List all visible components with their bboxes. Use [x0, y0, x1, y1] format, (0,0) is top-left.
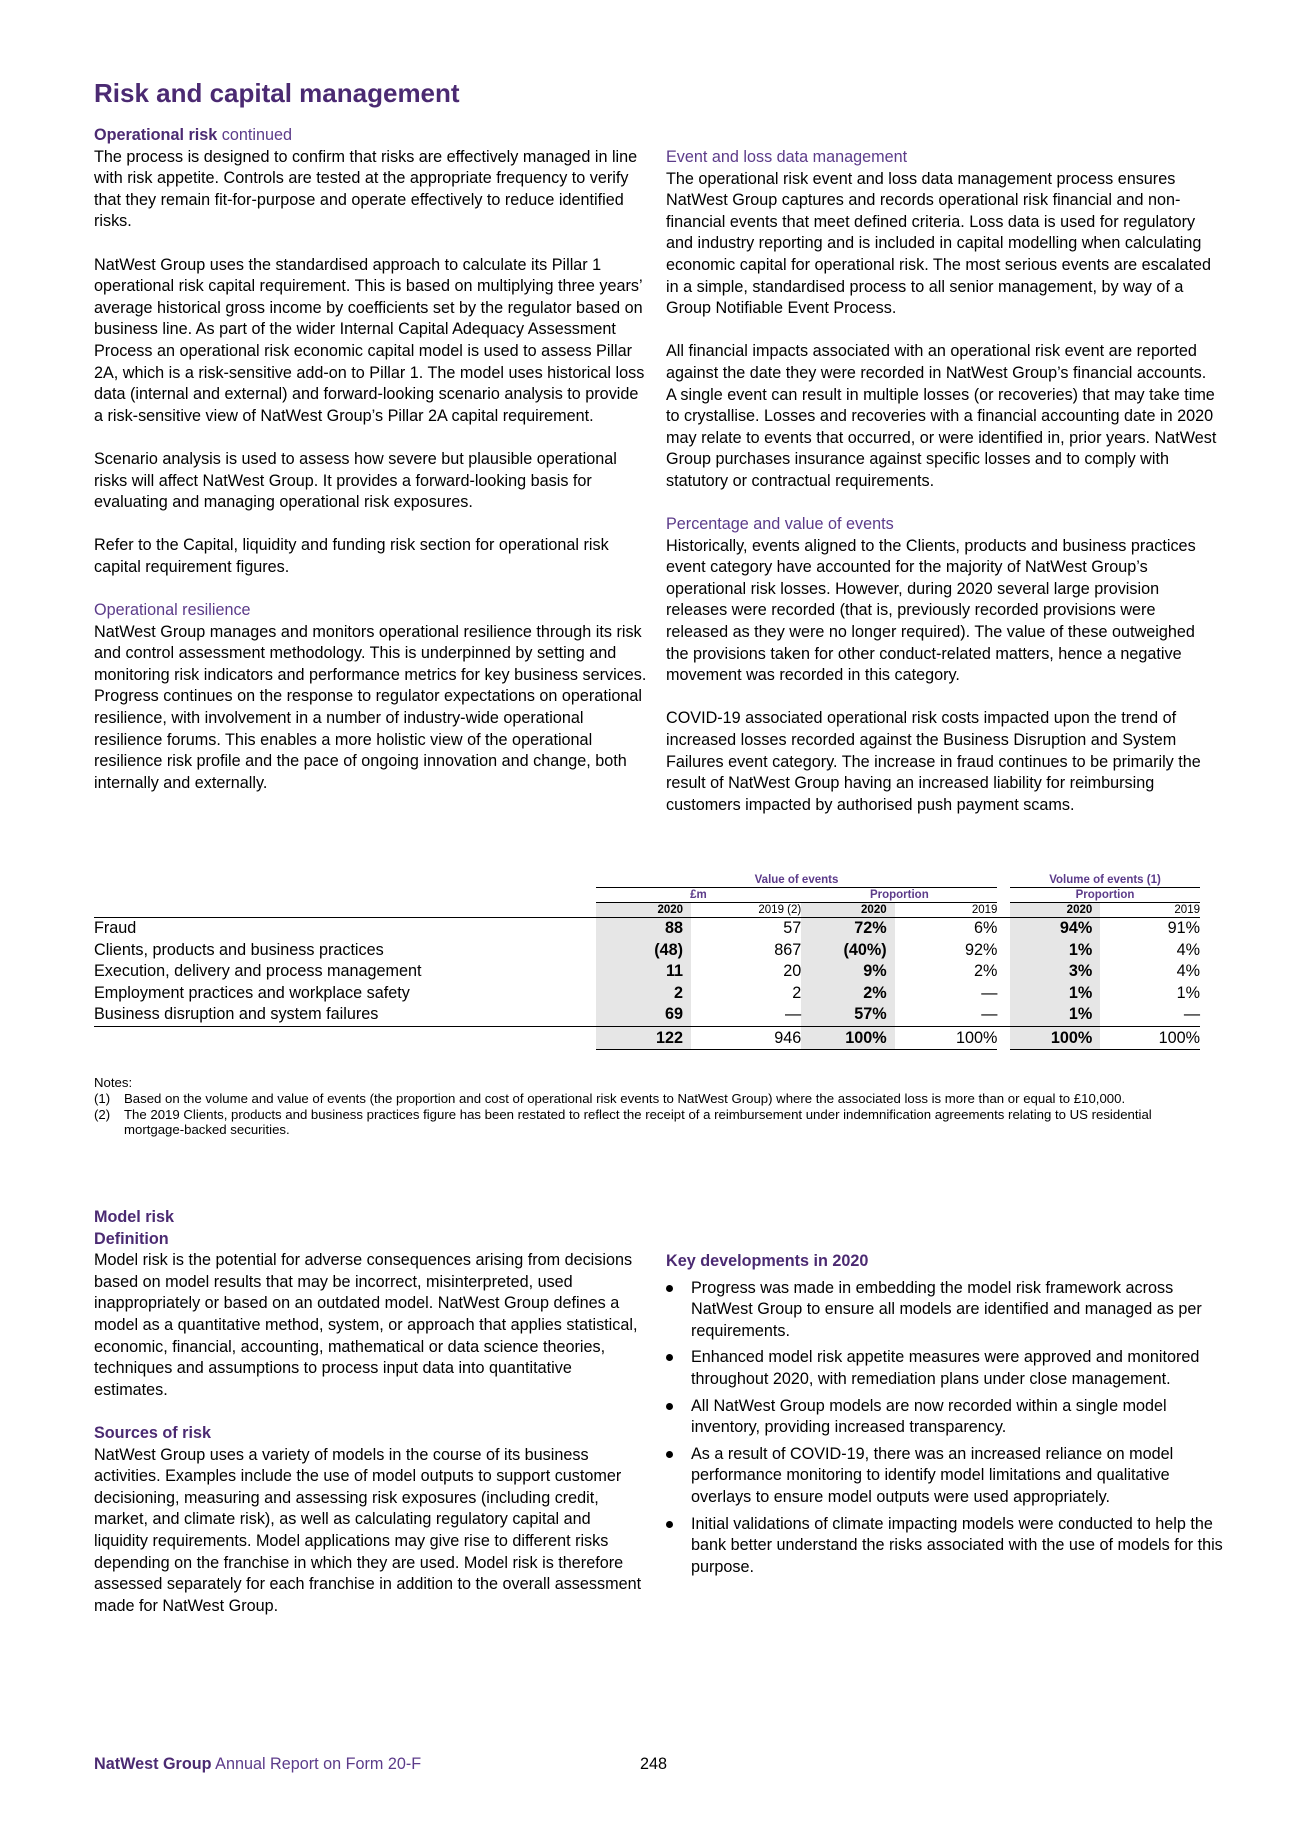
- year-header: 2020: [596, 903, 691, 918]
- row-label: Clients, products and business practices: [94, 940, 384, 959]
- list-item: As a result of COVID-19, there was an increased reliance on model performance monitoring to identify model limitations and qualitative overlays to ensure model outputs were used appropriately.: [666, 1444, 1224, 1509]
- table-cell: —: [895, 1004, 998, 1026]
- total-cell: 100%: [1100, 1026, 1200, 1049]
- sources-of-risk-heading: Sources of risk: [94, 1423, 211, 1442]
- footer: [94, 1755, 421, 1774]
- table-cell: 6%: [974, 919, 998, 937]
- paragraph: Refer to the Capital, liquidity and funding risk section for operational risk capital requirement figures.: [94, 536, 609, 576]
- left-column-bottom: [94, 1207, 647, 1617]
- table-cell: 4%: [1176, 940, 1200, 959]
- table-cell: 94%: [1010, 918, 1100, 940]
- table-cell: 69: [596, 1004, 691, 1026]
- model-risk-heading: Model risk: [94, 1208, 175, 1226]
- paragraph: Scenario analysis is used to assess how severe but plausible operational risks will affect NatWest Group. It provides a forward-looking basis for evaluating and managing operational risk exposures.: [94, 449, 617, 512]
- paragraph: NatWest Group manages and monitors operational resilience through its risk and control assessment methodology. This is underpinned by setting and monitoring risk indicators and performance metrics for key business services. Progress continues on the response to regulator expectations on operational resilience, with involvement in a number of industry-wide operational resilience forums. This enables a more holistic view of the operational resilience risk profile and the pace of ongoing innovation and change, both internally and externally.: [94, 622, 647, 792]
- right-column-top: [666, 147, 1219, 816]
- events-table: [94, 873, 1200, 1050]
- note-item: [94, 1107, 1214, 1139]
- page-title: Risk and capital management: [94, 78, 460, 108]
- note-number: (1): [94, 1090, 111, 1106]
- year-header: 2019: [1174, 904, 1200, 916]
- paragraph: Historically, events aligned to the Clients, products and business practices event category have accounted for the majority of NatWest Group’s operational risk losses. However, during 2020 several large provision releases were recorded (that is, previously recorded provisions were released as they were no longer required). The value of these outweighed the provisions taken for other conduct-related matters, hence a negative movement was recorded in this category.: [666, 536, 1196, 685]
- proportion-header: Proportion: [801, 888, 997, 903]
- definition-heading: Definition: [94, 1229, 169, 1248]
- section-heading: Operational risk: [94, 126, 218, 144]
- table-cell: 3%: [1010, 961, 1100, 983]
- table-cell: (40%): [801, 940, 894, 962]
- row-label: Business disruption and system failures: [94, 1004, 596, 1026]
- table-cell: 2: [596, 983, 691, 1005]
- footer-brand: NatWest Group: [94, 1755, 212, 1773]
- total-cell: 100%: [801, 1026, 894, 1049]
- note-text: The 2019 Clients, products and business practices figure has been restated to reflect the receipt of a reimbursement under indemnification agreements relating to US residential mortgage-backed securities.: [124, 1106, 1152, 1138]
- table-cell: 57%: [801, 1004, 894, 1026]
- row-label: Fraud: [94, 919, 137, 937]
- total-cell: 100%: [895, 1026, 998, 1049]
- paragraph: All financial impacts associated with an operational risk event are reported against the date they were recorded in NatWest Group’s financial accounts. A single event can result in multiple losses (or recoveries) that may take time to crystallise. Losses and recoveries with a financial accounting date in 2020 may relate to events that occurred, or were identified in, prior years. NatWest Group purchases insurance against specific losses and to comply with statutory or contractual requirements.: [666, 342, 1217, 490]
- key-developments-heading: Key developments in 2020: [666, 1252, 869, 1270]
- subheading-percentage-value: Percentage and value of events: [666, 515, 894, 534]
- year-header: 2020: [1010, 903, 1100, 918]
- table-cell: —: [1100, 1004, 1200, 1026]
- key-developments-list: [666, 1278, 1224, 1579]
- year-header: 2019: [971, 904, 998, 916]
- row-label: Execution, delivery and process management: [94, 962, 422, 980]
- table-cell: 11: [596, 961, 691, 983]
- operational-risk-heading: [94, 125, 647, 147]
- row-label: Employment practices and workplace safety: [94, 983, 410, 1002]
- paragraph: NatWest Group uses a variety of models in the course of its business activities. Examples include the use of model outputs to support customer decisioning, measuring and assessing risk exposures (including credit, market, and climate risk), as well as calculating regulatory capital and liquidity requirements. Model applications may give rise to different risks depending on the franchise in which they are used. Model risk is therefore assessed separately for each franchise in addition to the overall assessment made for NatWest Group.: [94, 1445, 642, 1615]
- subheading-operational-resilience: Operational resilience: [94, 601, 251, 620]
- page-number: 248: [640, 1755, 668, 1773]
- table-cell: 9%: [801, 961, 894, 983]
- table-cell: 1%: [1010, 983, 1100, 1005]
- table-cell: —: [691, 1004, 801, 1026]
- table-cell: 20: [783, 962, 802, 980]
- list-item: Initial validations of climate impacting models were conducted to help the bank better understand the risks associated with the use of models for this purpose.: [666, 1514, 1224, 1579]
- gbp-m-header: £m: [596, 888, 802, 903]
- footer-report: Annual Report on Form 20-F: [215, 1755, 422, 1773]
- table-cell: 1%: [1010, 1004, 1100, 1026]
- table-cell: 867: [774, 940, 802, 959]
- events-table-container: [94, 873, 1200, 1050]
- table-cell: —: [981, 983, 998, 1002]
- table-subgroup-header: [94, 888, 1200, 903]
- notes-title: Notes:: [94, 1075, 133, 1090]
- table-notes: [94, 1075, 1214, 1138]
- table-year-header: [94, 903, 1200, 918]
- list-item: Enhanced model risk appetite measures were approved and monitored throughout 2020, with remediation plans under close management.: [666, 1347, 1224, 1390]
- right-column-bottom: [666, 1251, 1224, 1583]
- paragraph: The operational risk event and loss data management process ensures NatWest Group captures and records operational risk financial and non-financial events that meet defined criteria. Loss data is used for regulatory and industry reporting and is included in capital modelling when calculating economic capital for operational risk. The most serious events are escalated in a simple, standardised process to all senior management, by way of a Group Notifiable Event Process.: [666, 169, 1211, 318]
- table-cell: 1%: [1176, 983, 1200, 1002]
- list-item: All NatWest Group models are now recorded within a single model inventory, providing increased transparency.: [666, 1396, 1224, 1439]
- table-cell: 91%: [1167, 919, 1200, 937]
- table-cell: 2%: [974, 962, 998, 980]
- continued-label: continued: [221, 126, 292, 144]
- table-cell: 2%: [801, 983, 894, 1005]
- total-cell: 122: [596, 1026, 691, 1049]
- paragraph: COVID-19 associated operational risk costs impacted upon the trend of increased losses recorded against the Business Disruption and System Failures event category. The increase in fraud continues to be primarily the result of NatWest Group having an increased liability for reimbursing customers impacted by authorised push payment scams.: [666, 709, 1201, 814]
- table-total-row: [94, 1026, 1200, 1049]
- table-cell: 1%: [1010, 940, 1100, 962]
- value-of-events-header: Value of events: [596, 873, 998, 888]
- proportion-volume-header: Proportion: [1010, 888, 1200, 903]
- paragraph: Model risk is the potential for adverse consequences arising from decisions based on model results that may be incorrect, misinterpreted, used inappropriately or based on an outdated model. NatWest Group defines a model as a quantitative method, system, or approach that applies statistical, economic, financial, accounting, mathematical or data science theories, techniques and assumptions to process input data into quantitative estimates.: [94, 1251, 638, 1399]
- table-cell: 57: [783, 919, 802, 937]
- table-row: [94, 1004, 1200, 1026]
- table-cell: 4%: [1176, 962, 1200, 980]
- note-text: Based on the volume and value of events (the proportion and cost of operational risk events to NatWest Group) where the associated loss is more than or equal to £10,000.: [124, 1090, 1126, 1106]
- total-cell: 100%: [1010, 1026, 1100, 1049]
- table-cell: 2: [792, 983, 802, 1002]
- year-header: 2019 (2): [758, 904, 802, 916]
- volume-of-events-header: Volume of events (1): [1010, 873, 1200, 888]
- table-row: [94, 983, 1200, 1005]
- year-header: 2020: [801, 903, 894, 918]
- paragraph: NatWest Group uses the standardised approach to calculate its Pillar 1 operational risk capital requirement. This is based on multiplying three years’ average historical gross income by coefficients set by the regulator based on business line. As part of the wider Internal Capital Adequacy Assessment Process an operational risk economic capital model is used to assess Pillar 2A, which is a risk-sensitive add-on to Pillar 1. The model uses historical loss data (internal and external) and forward-looking scenario analysis to provide a risk-sensitive view of NatWest Group’s Pillar 2A capital requirement.: [94, 255, 645, 425]
- table-group-header: [94, 873, 1200, 888]
- total-cell: 946: [691, 1026, 801, 1049]
- table-cell: 88: [596, 918, 691, 940]
- table-cell: 72%: [801, 918, 894, 940]
- table-cell: 92%: [965, 940, 998, 959]
- note-number: (2): [94, 1106, 111, 1122]
- table-row: [94, 940, 1200, 962]
- list-item: Progress was made in embedding the model risk framework across NatWest Group to ensure all models are identified and managed as per requirements.: [666, 1278, 1224, 1343]
- table-row: [94, 918, 1200, 940]
- subheading-event-loss-data: Event and loss data management: [666, 148, 908, 166]
- left-column-top: [94, 125, 647, 794]
- paragraph: The process is designed to confirm that risks are effectively managed in line with risk appetite. Controls are tested at the appropriate frequency to verify that they remain fit-for-purpose and operate effectively to reduce identified risks.: [94, 147, 638, 231]
- table-row: [94, 961, 1200, 983]
- note-item: [94, 1091, 1214, 1107]
- table-cell: (48): [596, 940, 691, 962]
